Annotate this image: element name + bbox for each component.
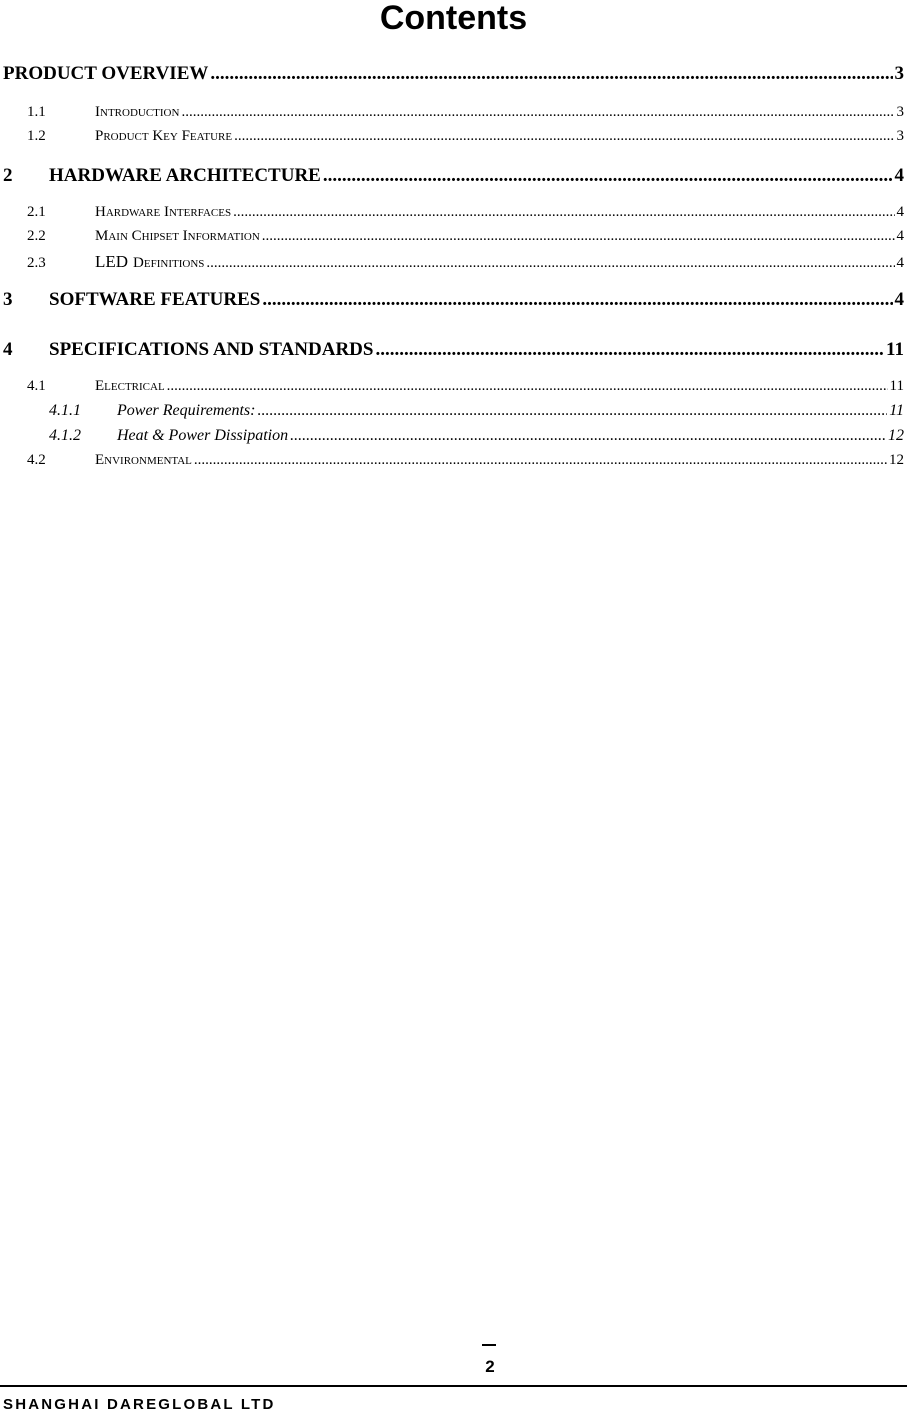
- toc-entry-page: 3: [896, 128, 904, 144]
- toc-entry-page: 4: [894, 289, 904, 310]
- toc-entry-hardware-architecture[interactable]: [3, 165, 904, 187]
- toc-dot-leader: [181, 104, 894, 121]
- toc-entry-label: Power Requirements:: [117, 402, 256, 419]
- toc-entry-label: Electrical: [95, 378, 165, 394]
- toc-entry-number: 2.1: [27, 204, 46, 220]
- toc-entry-page: 3: [894, 63, 904, 84]
- toc-entry-product-key-feature[interactable]: [27, 128, 904, 145]
- toc-entry-main-chipset-information[interactable]: [27, 228, 904, 245]
- toc-dot-leader: [323, 165, 893, 187]
- toc-entry-hardware-interfaces[interactable]: [27, 204, 904, 221]
- toc-entry-page: 12: [889, 452, 904, 468]
- toc-dot-leader: [194, 452, 887, 469]
- toc-entry-number: 2: [3, 165, 13, 186]
- toc-entry-label: Environmental: [95, 452, 192, 468]
- toc-dot-leader: [210, 63, 892, 85]
- toc-dot-leader: [167, 378, 888, 395]
- toc-entry-page: 4: [896, 204, 904, 220]
- page-number: 2: [485, 1357, 495, 1376]
- toc-dot-leader: [290, 427, 886, 445]
- footer-company-name: SHANGHAI DAREGLOBAL LTD: [3, 1396, 276, 1413]
- toc-entry-label-prefix: LED: [95, 253, 129, 271]
- toc-entry-number: 1.1: [27, 104, 46, 120]
- toc-entry-number: 4: [3, 339, 13, 360]
- toc-entry-number: 4.2: [27, 452, 46, 468]
- toc-entry-software-features[interactable]: [3, 289, 904, 311]
- toc-dot-leader: [234, 128, 894, 145]
- toc-entry-page: 4: [896, 228, 904, 244]
- toc-entry-number: 2.2: [27, 228, 46, 244]
- toc-dot-leader: [257, 402, 887, 420]
- page-title: Contents: [379, 0, 528, 37]
- toc-entry-number: 2.3: [27, 255, 46, 271]
- toc-entry-label: Product Key Feature: [95, 128, 233, 144]
- toc-entry-label: PRODUCT OVERVIEW: [3, 63, 209, 84]
- toc-entry-number: 4.1.1: [49, 402, 81, 419]
- toc-entry-page: 4: [896, 255, 904, 271]
- toc-entry-number: 1.2: [27, 128, 46, 144]
- toc-dot-leader: [262, 289, 892, 311]
- toc-entry-number: 4.1.2: [49, 427, 81, 444]
- toc-entry-label: Hardware Interfaces: [95, 204, 232, 220]
- toc-entry-label: Definitions: [133, 255, 205, 271]
- toc-entry-heat-power-dissipation[interactable]: [49, 427, 904, 445]
- toc-dot-leader: [206, 255, 894, 272]
- toc-dot-leader: [375, 339, 884, 361]
- footer-rule: [0, 1385, 907, 1387]
- toc-entry-page: 3: [896, 104, 904, 120]
- toc-entry-number: 4.1: [27, 378, 46, 394]
- toc-entry-number: 3: [3, 289, 13, 310]
- toc-entry-label: Main Chipset Information: [95, 228, 260, 244]
- toc-entry-label: Introduction: [95, 104, 180, 120]
- page-number-rule: [482, 1344, 496, 1346]
- toc-entry-power-requirements[interactable]: [49, 402, 904, 420]
- toc-entry-page: 4: [894, 165, 904, 186]
- toc-entry-electrical[interactable]: [27, 378, 904, 395]
- toc-entry-page: 11: [889, 402, 904, 419]
- toc-entry-page: 11: [886, 339, 904, 360]
- toc-entry-label: SOFTWARE FEATURES: [49, 289, 261, 310]
- toc-entry-environmental[interactable]: [27, 452, 904, 469]
- toc-entry-led-definitions[interactable]: [27, 253, 904, 272]
- toc-entry-page: 12: [888, 427, 904, 444]
- toc-entry-label: Heat & Power Dissipation: [117, 427, 289, 444]
- toc-dot-leader: [233, 204, 894, 221]
- toc-dot-leader: [262, 228, 895, 245]
- toc-entry-specifications-and-standards[interactable]: [3, 339, 904, 361]
- toc-entry-product-overview[interactable]: [3, 63, 904, 85]
- toc-entry-introduction[interactable]: [27, 104, 904, 121]
- toc-entry-label: HARDWARE ARCHITECTURE: [49, 165, 321, 186]
- toc-entry-page: 11: [889, 378, 904, 394]
- toc-entry-label: SPECIFICATIONS AND STANDARDS: [49, 339, 374, 360]
